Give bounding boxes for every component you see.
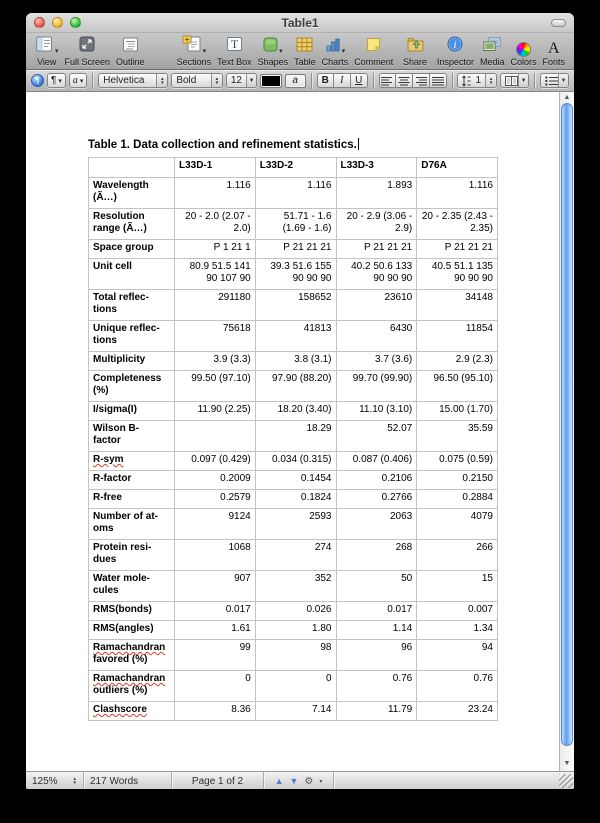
cell-value[interactable]: 20 - 2.0 (2.07 - 2.0) [175,209,256,240]
cell-value[interactable]: 0.007 [417,602,498,621]
cell-value[interactable]: 9124 [175,509,256,540]
title-bar[interactable] [26,13,574,33]
table-row [89,290,498,321]
label-line: RMS(bonds) [93,604,152,615]
cell-value[interactable]: 50 [336,571,417,602]
table-button[interactable] [291,38,319,67]
cell-value[interactable]: 3.8 (3.1) [255,352,336,371]
label-line: R-factor [93,473,132,484]
label-line: Protein resi- [93,542,152,553]
cell-value[interactable]: 4079 [417,509,498,540]
label-line: outliers (%) [93,685,148,696]
table-body [89,178,498,721]
cell-value[interactable]: 1068 [175,540,256,571]
label-line: tions [93,335,117,346]
text-box-icon [226,36,243,57]
table-header [89,158,498,178]
misspelled-word: Clashscore [93,704,147,715]
cell-value[interactable]: 2.9 (2.3) [417,352,498,371]
cell-value[interactable]: 907 [175,571,256,602]
cell-value[interactable]: 23610 [336,290,417,321]
misspelled-word: R-sym [93,454,124,465]
stepper-icon [485,74,496,87]
toolbar-label: Colors [510,57,537,67]
font-size-select[interactable] [226,73,257,88]
cell-value[interactable]: 2593 [255,509,336,540]
toolbar-label: Fonts [542,57,565,67]
cell-value[interactable]: 0.2009 [175,471,256,490]
table-icon [296,37,313,57]
align-right-icon [415,76,427,86]
cell-value[interactable]: 0.2579 [175,490,256,509]
bold-button[interactable]: B [317,73,334,88]
cell-value[interactable]: 99 [175,640,256,671]
label-line: range (Ã…) [93,223,147,234]
table-row [89,178,498,209]
toolbar [26,33,574,70]
row-label[interactable] [89,321,175,352]
media-icon [483,37,501,57]
toolbar-label: Shapes [257,57,289,67]
table-row [89,540,498,571]
align-left-button[interactable] [379,73,396,88]
label-line: favored (%) [93,654,148,665]
divider [452,73,453,89]
cell-value[interactable]: 1.80 [255,621,336,640]
cell-value[interactable]: 80.9 51.5 141 90 107 90 [175,259,256,290]
toolbar-label: Text Box [217,57,252,67]
cell-value[interactable]: 1.116 [175,178,256,209]
line-spacing-value: 1 [475,75,482,86]
comment-button[interactable] [351,38,396,67]
toolbar-label: Inspector [436,57,474,67]
window-title: Table1 [281,15,319,30]
cell-value[interactable]: 1.61 [175,621,256,640]
label-line: Wavelength [93,180,149,191]
align-justify-icon [432,76,444,86]
columns-control[interactable] [500,73,529,88]
table-row [89,209,498,240]
document-area[interactable] [26,92,574,771]
row-label[interactable] [89,671,175,702]
cell-value[interactable]: 291180 [175,290,256,321]
cell-value[interactable]: 1.116 [255,178,336,209]
cell-value[interactable]: 40.2 50.6 133 90 90 90 [336,259,417,290]
text-cursor [358,138,359,150]
shapes-button[interactable] [255,38,292,67]
toolbar-label: Full Screen [64,57,111,67]
row-label[interactable] [89,259,175,290]
cell-value[interactable]: 15 [417,571,498,602]
highlight-symbol: a [292,75,298,86]
cell-value[interactable]: 0 [175,671,256,702]
cell-value[interactable]: 11854 [417,321,498,352]
share-button[interactable] [400,38,430,67]
cell-value[interactable]: 8.36 [175,702,256,721]
svg-text:T: T [230,37,239,51]
row-label[interactable] [89,571,175,602]
label-line: Space group [93,242,154,253]
fonts-button[interactable] [539,38,568,67]
highlight-color-well[interactable] [285,74,306,88]
cell-value[interactable]: 7.14 [255,702,336,721]
character-style-symbol: a [72,75,78,86]
label-line: Completeness [93,373,162,384]
scrollbar-thumb[interactable] [561,103,573,746]
label-line: (Ã…) [93,192,117,203]
table-row [89,702,498,721]
scroll-up-icon[interactable]: ▲ [563,94,571,101]
inspector-icon [447,36,463,57]
column-header[interactable]: L33D-1 [175,158,256,178]
line-spacing-control[interactable] [457,73,497,88]
divider [534,73,535,89]
stepper-icon [156,74,167,87]
cell-value[interactable]: 0.76 [417,671,498,702]
cell-value[interactable]: 18.29 [255,421,336,452]
cell-value[interactable]: P 1 21 1 [175,240,256,259]
toolbar-label: View [37,57,57,67]
toolbar-label: Outline [116,57,145,67]
charts-button[interactable] [319,38,352,67]
chevron-down-icon [518,74,528,87]
table-row [89,471,498,490]
table-row [89,240,498,259]
toolbar-label: Table [294,57,316,67]
next-page-icon[interactable]: ▼ [289,775,299,786]
row-label[interactable] [89,402,175,421]
cell-value[interactable]: 0.2766 [336,490,417,509]
previous-page-icon[interactable]: ▲ [274,775,284,786]
toolbar-label: Share [403,57,428,67]
cell-value[interactable]: 11.90 (2.25) [175,402,256,421]
cell-value[interactable]: P 21 21 21 [417,240,498,259]
sections-button[interactable] [174,38,215,67]
document-table-title[interactable] [88,138,498,151]
table-row [89,621,498,640]
table-row [89,402,498,421]
row-label[interactable] [89,452,175,471]
cell-value[interactable]: P 21 21 21 [255,240,336,259]
cell-value[interactable]: 0.2106 [336,471,417,490]
cell-value[interactable]: 3.7 (3.6) [336,352,417,371]
label-line: R-free [93,492,122,503]
table-row [89,671,498,702]
chevron-down-icon [279,48,283,55]
word-count [84,772,172,789]
toolbar-label: Charts [321,57,349,67]
cell-value[interactable]: 0.034 (0.315) [255,452,336,471]
cell-value[interactable]: 0.026 [255,602,336,621]
cell-value[interactable]: 35.59 [417,421,498,452]
table-header-row [89,158,498,178]
label-line: Number of at- [93,511,158,522]
table-row [89,602,498,621]
cell-value[interactable]: 94 [417,640,498,671]
colors-icon [516,42,531,57]
row-label[interactable] [89,640,175,671]
scroll-down-icon[interactable]: ▼ [563,760,571,767]
page-indicator[interactable] [172,772,264,789]
cell-value[interactable]: 0.76 [336,671,417,702]
toolbar-toggle-pill[interactable] [551,19,566,27]
resize-grip[interactable] [559,774,573,788]
corner-cell[interactable] [89,158,175,178]
label-line: Water mole- [93,573,150,584]
column-header[interactable]: L33D-2 [255,158,336,178]
chevron-down-icon [55,48,59,55]
cell-value[interactable]: 41813 [255,321,336,352]
cell-value[interactable]: 1.34 [417,621,498,640]
chevron-down-icon [203,48,207,55]
word-count-text: 217 Words [90,775,139,787]
view-button[interactable] [32,38,62,67]
text-style-group [317,73,368,88]
divider [373,73,374,89]
divider [92,73,93,89]
shapes-icon [263,37,278,57]
cell-value[interactable]: 0.075 (0.59) [417,452,498,471]
cell-value[interactable]: 0.1454 [255,471,336,490]
cell-value[interactable]: 266 [417,540,498,571]
align-left-icon [381,76,393,86]
cell-value[interactable]: 0.017 [175,602,256,621]
cell-value[interactable]: 98 [255,640,336,671]
italic-button[interactable]: I [334,73,351,88]
row-label[interactable] [89,540,175,571]
label-line: Multiplicity [93,354,146,365]
cell-value[interactable]: 96.50 (95.10) [417,371,498,402]
paragraph-styles-button[interactable] [47,73,66,88]
cell-value[interactable]: 0.017 [336,602,417,621]
cell-value[interactable]: 0.2884 [417,490,498,509]
cell-value[interactable]: 18.20 (3.40) [255,402,336,421]
zoom-stepper-icon[interactable] [73,777,77,785]
page-navigation [264,772,334,789]
gear-icon[interactable]: ⚙ [304,775,314,787]
cell-value[interactable]: 158652 [255,290,336,321]
vertical-scrollbar[interactable] [559,92,574,771]
table-row [89,490,498,509]
line-spacing-icon [462,75,471,87]
label-line: Wilson B- [93,423,140,434]
paragraph-style-icon[interactable]: ¶ [31,74,44,87]
list-style-control[interactable] [540,73,569,88]
inspector-button[interactable] [434,38,477,67]
row-label[interactable] [89,490,175,509]
row-label[interactable] [89,509,175,540]
stats-table[interactable] [88,157,498,721]
cell-value[interactable]: 3.9 (3.3) [175,352,256,371]
paragraph-symbol: ¶ [51,75,57,86]
label-line: tions [93,304,117,315]
cell-value[interactable]: 1.893 [336,178,417,209]
outline-button[interactable] [113,38,148,67]
comment-icon [366,37,381,57]
label-line: cules [93,585,119,596]
character-styles-button[interactable] [69,73,88,88]
stepper-icon [211,74,222,87]
list-icon [545,76,558,86]
svg-text:i: i [453,39,457,51]
chevron-down-icon [558,74,568,87]
fonts-icon: A [547,40,560,57]
label-line: Total reflec- [93,292,149,303]
table-row [89,421,498,452]
table-row [89,509,498,540]
text-box-button[interactable] [214,38,255,67]
pages-window [26,13,574,789]
cell-value[interactable]: 40.5 51.1 135 90 90 90 [417,259,498,290]
cell-value[interactable]: 6430 [336,321,417,352]
cell-value[interactable]: 96 [336,640,417,671]
font-family-value: Helvetica [103,75,145,86]
toolbar-label: Comment [354,57,394,67]
chevron-down-icon [58,78,62,85]
label-line: (%) [93,385,109,396]
row-label[interactable] [89,621,175,640]
row-label[interactable] [89,352,175,371]
label-line: factor [93,435,121,446]
table-row [89,452,498,471]
format-bar [26,70,574,92]
divider [311,73,312,89]
close-button[interactable] [34,17,45,28]
toolbar-label: Media [479,57,505,67]
full-screen-button[interactable] [62,38,114,67]
row-label[interactable] [89,602,175,621]
cell-value[interactable]: 99.50 (97.10) [175,371,256,402]
cell-value[interactable]: 0 [255,671,336,702]
font-size-value: 12 [230,75,242,86]
table-row [89,352,498,371]
cell-value[interactable] [175,421,256,452]
row-label[interactable] [89,178,175,209]
chevron-down-icon [342,48,346,55]
toolbar-label: Sections [176,57,212,67]
table-title-text: Table 1. Data collection and refinement statistics. [88,139,357,151]
underline-button[interactable]: U [351,73,368,88]
columns-icon [505,76,518,86]
align-center-button[interactable] [396,73,413,88]
alignment-group [379,73,447,88]
row-label[interactable] [89,209,175,240]
chevron-down-icon [80,78,84,85]
label-line: RMS(angles) [93,623,154,634]
media-button[interactable] [477,38,508,67]
colors-button[interactable] [507,38,539,67]
zoom-level: 125% [32,775,58,787]
row-label[interactable] [89,290,175,321]
label-line: dues [93,554,117,565]
cell-value[interactable]: 2063 [336,509,417,540]
cell-value[interactable]: 268 [336,540,417,571]
cell-value[interactable]: 11.10 (3.10) [336,402,417,421]
align-center-icon [398,76,410,86]
typeface-select[interactable] [171,73,223,88]
cell-value[interactable]: 274 [255,540,336,571]
page-indicator-text: Page 1 of 2 [191,775,244,787]
zoom-button[interactable] [70,17,81,28]
misspelled-word: Ramachandran [93,642,166,653]
table-row [89,371,498,402]
cell-value[interactable]: 34148 [417,290,498,321]
window-controls [34,17,81,28]
label-line: I/sigma(I) [93,404,137,415]
chevron-down-icon [246,74,256,87]
row-label[interactable] [89,471,175,490]
row-label[interactable] [89,421,175,452]
label-line: Resolution [93,211,145,222]
cell-value[interactable]: 20 - 2.35 (2.43 - 2.35) [417,209,498,240]
cell-value[interactable]: 0.2150 [417,471,498,490]
table-row [89,571,498,602]
page[interactable] [88,138,498,721]
outline-icon [122,37,139,57]
table-row [89,321,498,352]
zoom-control[interactable] [26,772,84,789]
column-header[interactable]: D76A [417,158,498,178]
cell-value[interactable]: 0.1824 [255,490,336,509]
align-justify-button[interactable] [430,73,447,88]
align-right-button[interactable] [413,73,430,88]
typeface-value: Bold [176,75,197,86]
label-line: Unique reflec- [93,323,160,334]
chevron-down-icon: ▾ [319,778,323,785]
cell-value[interactable]: 1.14 [336,621,417,640]
cell-value[interactable]: 75618 [175,321,256,352]
cell-value[interactable]: 99.70 (99.90) [336,371,417,402]
cell-value[interactable]: 352 [255,571,336,602]
share-icon [406,36,425,57]
misspelled-word: Ramachandran [93,673,166,684]
row-label[interactable] [89,371,175,402]
sections-icon [182,35,202,57]
cell-value[interactable]: 0.087 (0.406) [336,452,417,471]
row-label[interactable] [89,240,175,259]
cell-value[interactable]: 0.097 (0.429) [175,452,256,471]
cell-value[interactable]: 39.3 51.6 155 90 90 90 [255,259,336,290]
table-row [89,640,498,671]
status-bar [26,771,574,789]
label-line: oms [93,523,114,534]
label-line: Unit cell [93,261,132,272]
charts-icon [325,37,341,57]
cell-value[interactable]: 15.00 (1.70) [417,402,498,421]
cell-value[interactable]: 97.90 (88.20) [255,371,336,402]
text-color-well[interactable] [260,74,281,88]
row-label[interactable] [89,702,175,721]
column-header[interactable]: L33D-3 [336,158,417,178]
full-screen-icon [79,36,95,57]
cell-value[interactable]: P 21 21 21 [336,240,417,259]
view-icon [35,36,54,57]
cell-value[interactable]: 11.79 [336,702,417,721]
cell-value[interactable]: 20 - 2.9 (3.06 - 2.9) [336,209,417,240]
font-family-select[interactable] [98,73,168,88]
cell-value[interactable]: 1.116 [417,178,498,209]
cell-value[interactable]: 52.07 [336,421,417,452]
cell-value[interactable]: 51.71 - 1.6 (1.69 - 1.6) [255,209,336,240]
minimize-button[interactable] [52,17,63,28]
cell-value[interactable]: 23.24 [417,702,498,721]
table-row [89,259,498,290]
